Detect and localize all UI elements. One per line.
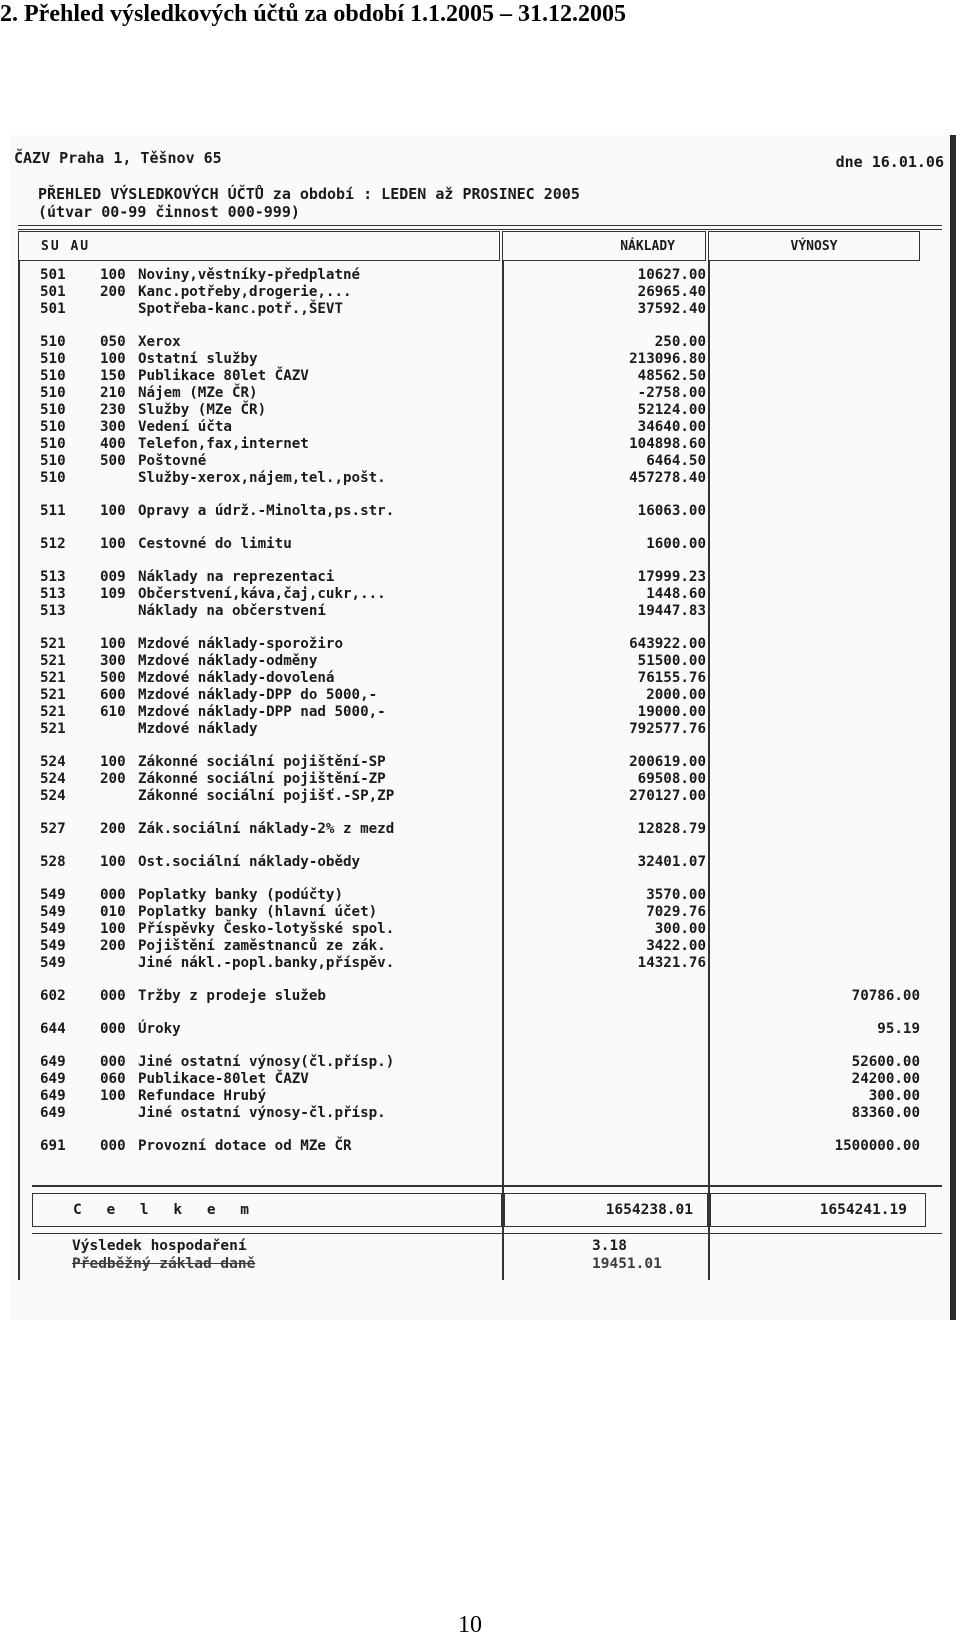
analytic-code: 060	[100, 1071, 126, 1087]
report-date: dne 16.01.06	[835, 153, 944, 171]
analytic-code: 200	[100, 821, 126, 837]
account-description: Mzdové náklady-DPP do 5000,-	[138, 687, 378, 703]
table-row	[18, 636, 942, 653]
account-code: 524	[40, 754, 66, 770]
account-description: Občerstvení,káva,čaj,cukr,...	[138, 586, 386, 602]
account-code: 512	[40, 536, 66, 552]
account-code: 510	[40, 334, 66, 350]
cost-value: 19447.83	[637, 603, 706, 619]
analytic-code: 200	[100, 938, 126, 954]
account-description: Zákonné sociální pojišť.-SP,ZP	[138, 788, 395, 804]
account-description: Mzdové náklady-DPP nad 5000,-	[138, 704, 386, 720]
table-row	[18, 955, 942, 972]
account-description: Zákonné sociální pojištění-ZP	[138, 771, 386, 787]
table-row	[18, 821, 942, 838]
account-description: Zák.sociální náklady-2% z mezd	[138, 821, 395, 837]
table-row	[18, 1138, 942, 1155]
account-description: Publikace-80let ČAZV	[138, 1071, 309, 1087]
cost-value: 104898.60	[629, 436, 706, 452]
analytic-code: 100	[100, 267, 126, 283]
analytic-code: 010	[100, 904, 126, 920]
account-code: 524	[40, 788, 66, 804]
revenue-value: 95.19	[877, 1021, 920, 1037]
account-code: 510	[40, 385, 66, 401]
analytic-code: 100	[100, 536, 126, 552]
account-description: Poplatky banky (hlavní účet)	[138, 904, 378, 920]
account-description: Mzdové náklady	[138, 721, 258, 737]
account-description: Xerox	[138, 334, 181, 350]
account-code: 602	[40, 988, 66, 1004]
total-revenues: 1654241.19	[710, 1193, 926, 1227]
analytic-code: 400	[100, 436, 126, 452]
account-code: 510	[40, 351, 66, 367]
table-row	[18, 536, 942, 553]
analytic-code: 050	[100, 334, 126, 350]
table-row	[18, 569, 942, 586]
account-description: Pojištění zaměstnanců ze zák.	[138, 938, 386, 954]
table-row	[18, 1088, 942, 1105]
cost-value: 300.00	[654, 921, 706, 937]
revenue-value: 70786.00	[851, 988, 920, 1004]
account-description: Nájem (MZe ČR)	[138, 385, 258, 401]
table-row	[18, 704, 942, 721]
analytic-code: 009	[100, 569, 126, 585]
table-row	[18, 503, 942, 520]
table-row	[18, 887, 942, 904]
column-divider	[502, 1234, 504, 1274]
column-header-revenues: VÝNOSY	[708, 231, 920, 261]
revenue-value: 300.00	[868, 1088, 920, 1104]
analytic-code: 210	[100, 385, 126, 401]
cost-value: 69508.00	[637, 771, 706, 787]
account-code: 510	[40, 436, 66, 452]
analytic-code: 000	[100, 1138, 126, 1154]
table-row	[18, 754, 942, 771]
account-description: Tržby z prodeje služeb	[138, 988, 326, 1004]
report-subtitle: (útvar 00-99 činnost 000-999)	[38, 203, 300, 221]
account-description: Opravy a údrž.-Minolta,ps.str.	[138, 503, 395, 519]
table-row	[18, 267, 942, 284]
account-description: Příspěvky Česko-lotyšské spol.	[138, 921, 395, 937]
account-code: 513	[40, 586, 66, 602]
analytic-code: 300	[100, 419, 126, 435]
account-description: Refundace Hrubý	[138, 1088, 267, 1104]
analytic-code: 100	[100, 854, 126, 870]
table-row	[18, 470, 942, 487]
cost-value: 48562.50	[637, 368, 706, 384]
table-row	[18, 436, 942, 453]
table-row	[18, 301, 942, 318]
account-description: Ostatní služby	[138, 351, 258, 367]
analytic-code: 230	[100, 402, 126, 418]
scanned-report	[10, 135, 956, 1320]
account-description: Kanc.potřeby,drogerie,...	[138, 284, 352, 300]
account-code: 549	[40, 938, 66, 954]
account-code: 649	[40, 1105, 66, 1121]
revenue-value: 52600.00	[851, 1054, 920, 1070]
account-code: 549	[40, 904, 66, 920]
table-row	[18, 1054, 942, 1071]
analytic-code: 100	[100, 503, 126, 519]
account-description: Mzdové náklady-odměny	[138, 653, 318, 669]
account-code: 528	[40, 854, 66, 870]
cost-value: 7029.76	[646, 904, 706, 920]
table-row	[18, 988, 942, 1005]
analytic-code: 100	[100, 921, 126, 937]
analytic-code: 000	[100, 887, 126, 903]
account-code: 510	[40, 368, 66, 384]
cost-value: 14321.76	[637, 955, 706, 971]
account-description: Náklady na občerstvení	[138, 603, 326, 619]
table-row	[18, 284, 942, 301]
account-code: 521	[40, 704, 66, 720]
cost-value: 26965.40	[637, 284, 706, 300]
cost-value: 37592.40	[637, 301, 706, 317]
cost-value: 1448.60	[646, 586, 706, 602]
account-code: 521	[40, 670, 66, 686]
account-code: 644	[40, 1021, 66, 1037]
account-description: Služby-xerox,nájem,tel.,pošt.	[138, 470, 386, 486]
result-value: 3.18	[592, 1238, 627, 1254]
account-code: 511	[40, 503, 66, 519]
cost-value: 6464.50	[646, 453, 706, 469]
account-description: Náklady na reprezentaci	[138, 569, 335, 585]
account-code: 527	[40, 821, 66, 837]
account-code: 524	[40, 771, 66, 787]
cost-value: 34640.00	[637, 419, 706, 435]
account-description: Provozní dotace od MZe ČR	[138, 1138, 352, 1154]
table-row	[18, 334, 942, 351]
table-row	[18, 1105, 942, 1122]
cost-value: 52124.00	[637, 402, 706, 418]
divider	[18, 225, 942, 230]
cost-value: 270127.00	[629, 788, 706, 804]
cost-value: 32401.07	[637, 854, 706, 870]
cost-value: 1600.00	[646, 536, 706, 552]
account-description: Poštovné	[138, 453, 207, 469]
cost-value: 457278.40	[629, 470, 706, 486]
account-code: 510	[40, 453, 66, 469]
account-code: 649	[40, 1054, 66, 1070]
page-heading: 2. Přehled výsledkových účtů za období 1.1.2005 – 31.12.2005	[0, 1, 627, 27]
table-row	[18, 351, 942, 368]
tax-base-label: Předběžný základ daně	[72, 1256, 256, 1272]
tax-base-value: 19451.01	[592, 1256, 662, 1272]
table-row	[18, 771, 942, 788]
table-row	[18, 854, 942, 871]
analytic-code: 100	[100, 1088, 126, 1104]
account-code: 549	[40, 921, 66, 937]
account-code: 549	[40, 887, 66, 903]
account-description: Publikace 80let ČAZV	[138, 368, 309, 384]
analytic-code: 500	[100, 670, 126, 686]
account-description: Poplatky banky (podúčty)	[138, 887, 343, 903]
cost-value: 16063.00	[637, 503, 706, 519]
cost-value: 3422.00	[646, 938, 706, 954]
cost-value: 792577.76	[629, 721, 706, 737]
column-header-costs: NÁKLADY	[502, 231, 706, 261]
analytic-code: 200	[100, 771, 126, 787]
account-code: 521	[40, 721, 66, 737]
total-costs: 1654238.01	[504, 1193, 708, 1227]
table-row	[18, 603, 942, 620]
account-code: 649	[40, 1071, 66, 1087]
account-description: Jiné nákl.-popl.banky,příspěv.	[138, 955, 395, 971]
account-description: Mzdové náklady-dovolená	[138, 670, 335, 686]
report-organization: ČAZV Praha 1, Těšnov 65	[14, 149, 222, 167]
account-description: Jiné ostatní výnosy(čl.přísp.)	[138, 1054, 395, 1070]
table-row	[18, 721, 942, 738]
table-row	[18, 904, 942, 921]
table-row	[18, 653, 942, 670]
analytic-code: 100	[100, 754, 126, 770]
cost-value: 2000.00	[646, 687, 706, 703]
account-code: 513	[40, 569, 66, 585]
account-code: 649	[40, 1088, 66, 1104]
account-description: Mzdové náklady-sporožiro	[138, 636, 343, 652]
table-row	[18, 1071, 942, 1088]
account-description: Spotřeba-kanc.potř.,ŠEVT	[138, 301, 343, 317]
table-row	[18, 670, 942, 687]
account-description: Zákonné sociální pojištění-SP	[138, 754, 386, 770]
page-number: 10	[458, 1612, 482, 1638]
cost-value: 213096.80	[629, 351, 706, 367]
account-description: Ost.sociální náklady-obědy	[138, 854, 361, 870]
cost-value: -2758.00	[637, 385, 706, 401]
analytic-code: 109	[100, 586, 126, 602]
column-header-account: SU AU	[18, 231, 500, 261]
account-description: Úroky	[138, 1021, 181, 1037]
table-row	[18, 419, 942, 436]
report-title: PŘEHLED VÝSLEDKOVÝCH ÚČTŮ za období : LEDEN až PROSINEC 2005	[38, 185, 580, 203]
analytic-code: 610	[100, 704, 126, 720]
table-row	[18, 385, 942, 402]
table-row	[18, 921, 942, 938]
totals-row	[32, 1185, 942, 1229]
cost-value: 3570.00	[646, 887, 706, 903]
analytic-code: 200	[100, 284, 126, 300]
cost-value: 250.00	[654, 334, 706, 350]
table-row	[18, 788, 942, 805]
account-code: 501	[40, 301, 66, 317]
table-body	[18, 267, 942, 1155]
account-code: 521	[40, 653, 66, 669]
account-code: 501	[40, 284, 66, 300]
analytic-code: 600	[100, 687, 126, 703]
account-code: 521	[40, 687, 66, 703]
cost-value: 200619.00	[629, 754, 706, 770]
table-row	[18, 368, 942, 385]
scan-edge	[950, 135, 956, 1320]
table-row	[18, 402, 942, 419]
result-label: Výsledek hospodaření	[72, 1238, 247, 1254]
account-description: Jiné ostatní výnosy-čl.přísp.	[138, 1105, 386, 1121]
report-table	[18, 231, 942, 1280]
cost-value: 12828.79	[637, 821, 706, 837]
analytic-code: 100	[100, 636, 126, 652]
table-row	[18, 586, 942, 603]
analytic-code: 000	[100, 988, 126, 1004]
cost-value: 51500.00	[637, 653, 706, 669]
account-code: 510	[40, 402, 66, 418]
analytic-code: 500	[100, 453, 126, 469]
analytic-code: 000	[100, 1054, 126, 1070]
revenue-value: 83360.00	[851, 1105, 920, 1121]
cost-value: 643922.00	[629, 636, 706, 652]
table-row	[18, 938, 942, 955]
cost-value: 19000.00	[637, 704, 706, 720]
account-code: 510	[40, 419, 66, 435]
total-label: C e l k e m	[32, 1193, 502, 1227]
revenue-value: 24200.00	[851, 1071, 920, 1087]
cost-value: 76155.76	[637, 670, 706, 686]
account-code: 501	[40, 267, 66, 283]
table-row	[18, 453, 942, 470]
account-code: 513	[40, 603, 66, 619]
cost-value: 17999.23	[637, 569, 706, 585]
account-code: 691	[40, 1138, 66, 1154]
table-row	[18, 687, 942, 704]
cost-value: 10627.00	[637, 267, 706, 283]
account-code: 521	[40, 636, 66, 652]
analytic-code: 000	[100, 1021, 126, 1037]
account-code: 549	[40, 955, 66, 971]
result-section	[32, 1233, 942, 1274]
account-description: Služby (MZe ČR)	[138, 402, 267, 418]
analytic-code: 300	[100, 653, 126, 669]
revenue-value: 1500000.00	[834, 1138, 920, 1154]
table-row	[18, 1021, 942, 1038]
account-code: 510	[40, 470, 66, 486]
analytic-code: 150	[100, 368, 126, 384]
analytic-code: 100	[100, 351, 126, 367]
column-divider	[708, 1234, 710, 1274]
account-description: Cestovné do limitu	[138, 536, 292, 552]
account-description: Vedení účta	[138, 419, 232, 435]
account-description: Telefon,fax,internet	[138, 436, 309, 452]
account-description: Noviny,věstníky-předplatné	[138, 267, 361, 283]
